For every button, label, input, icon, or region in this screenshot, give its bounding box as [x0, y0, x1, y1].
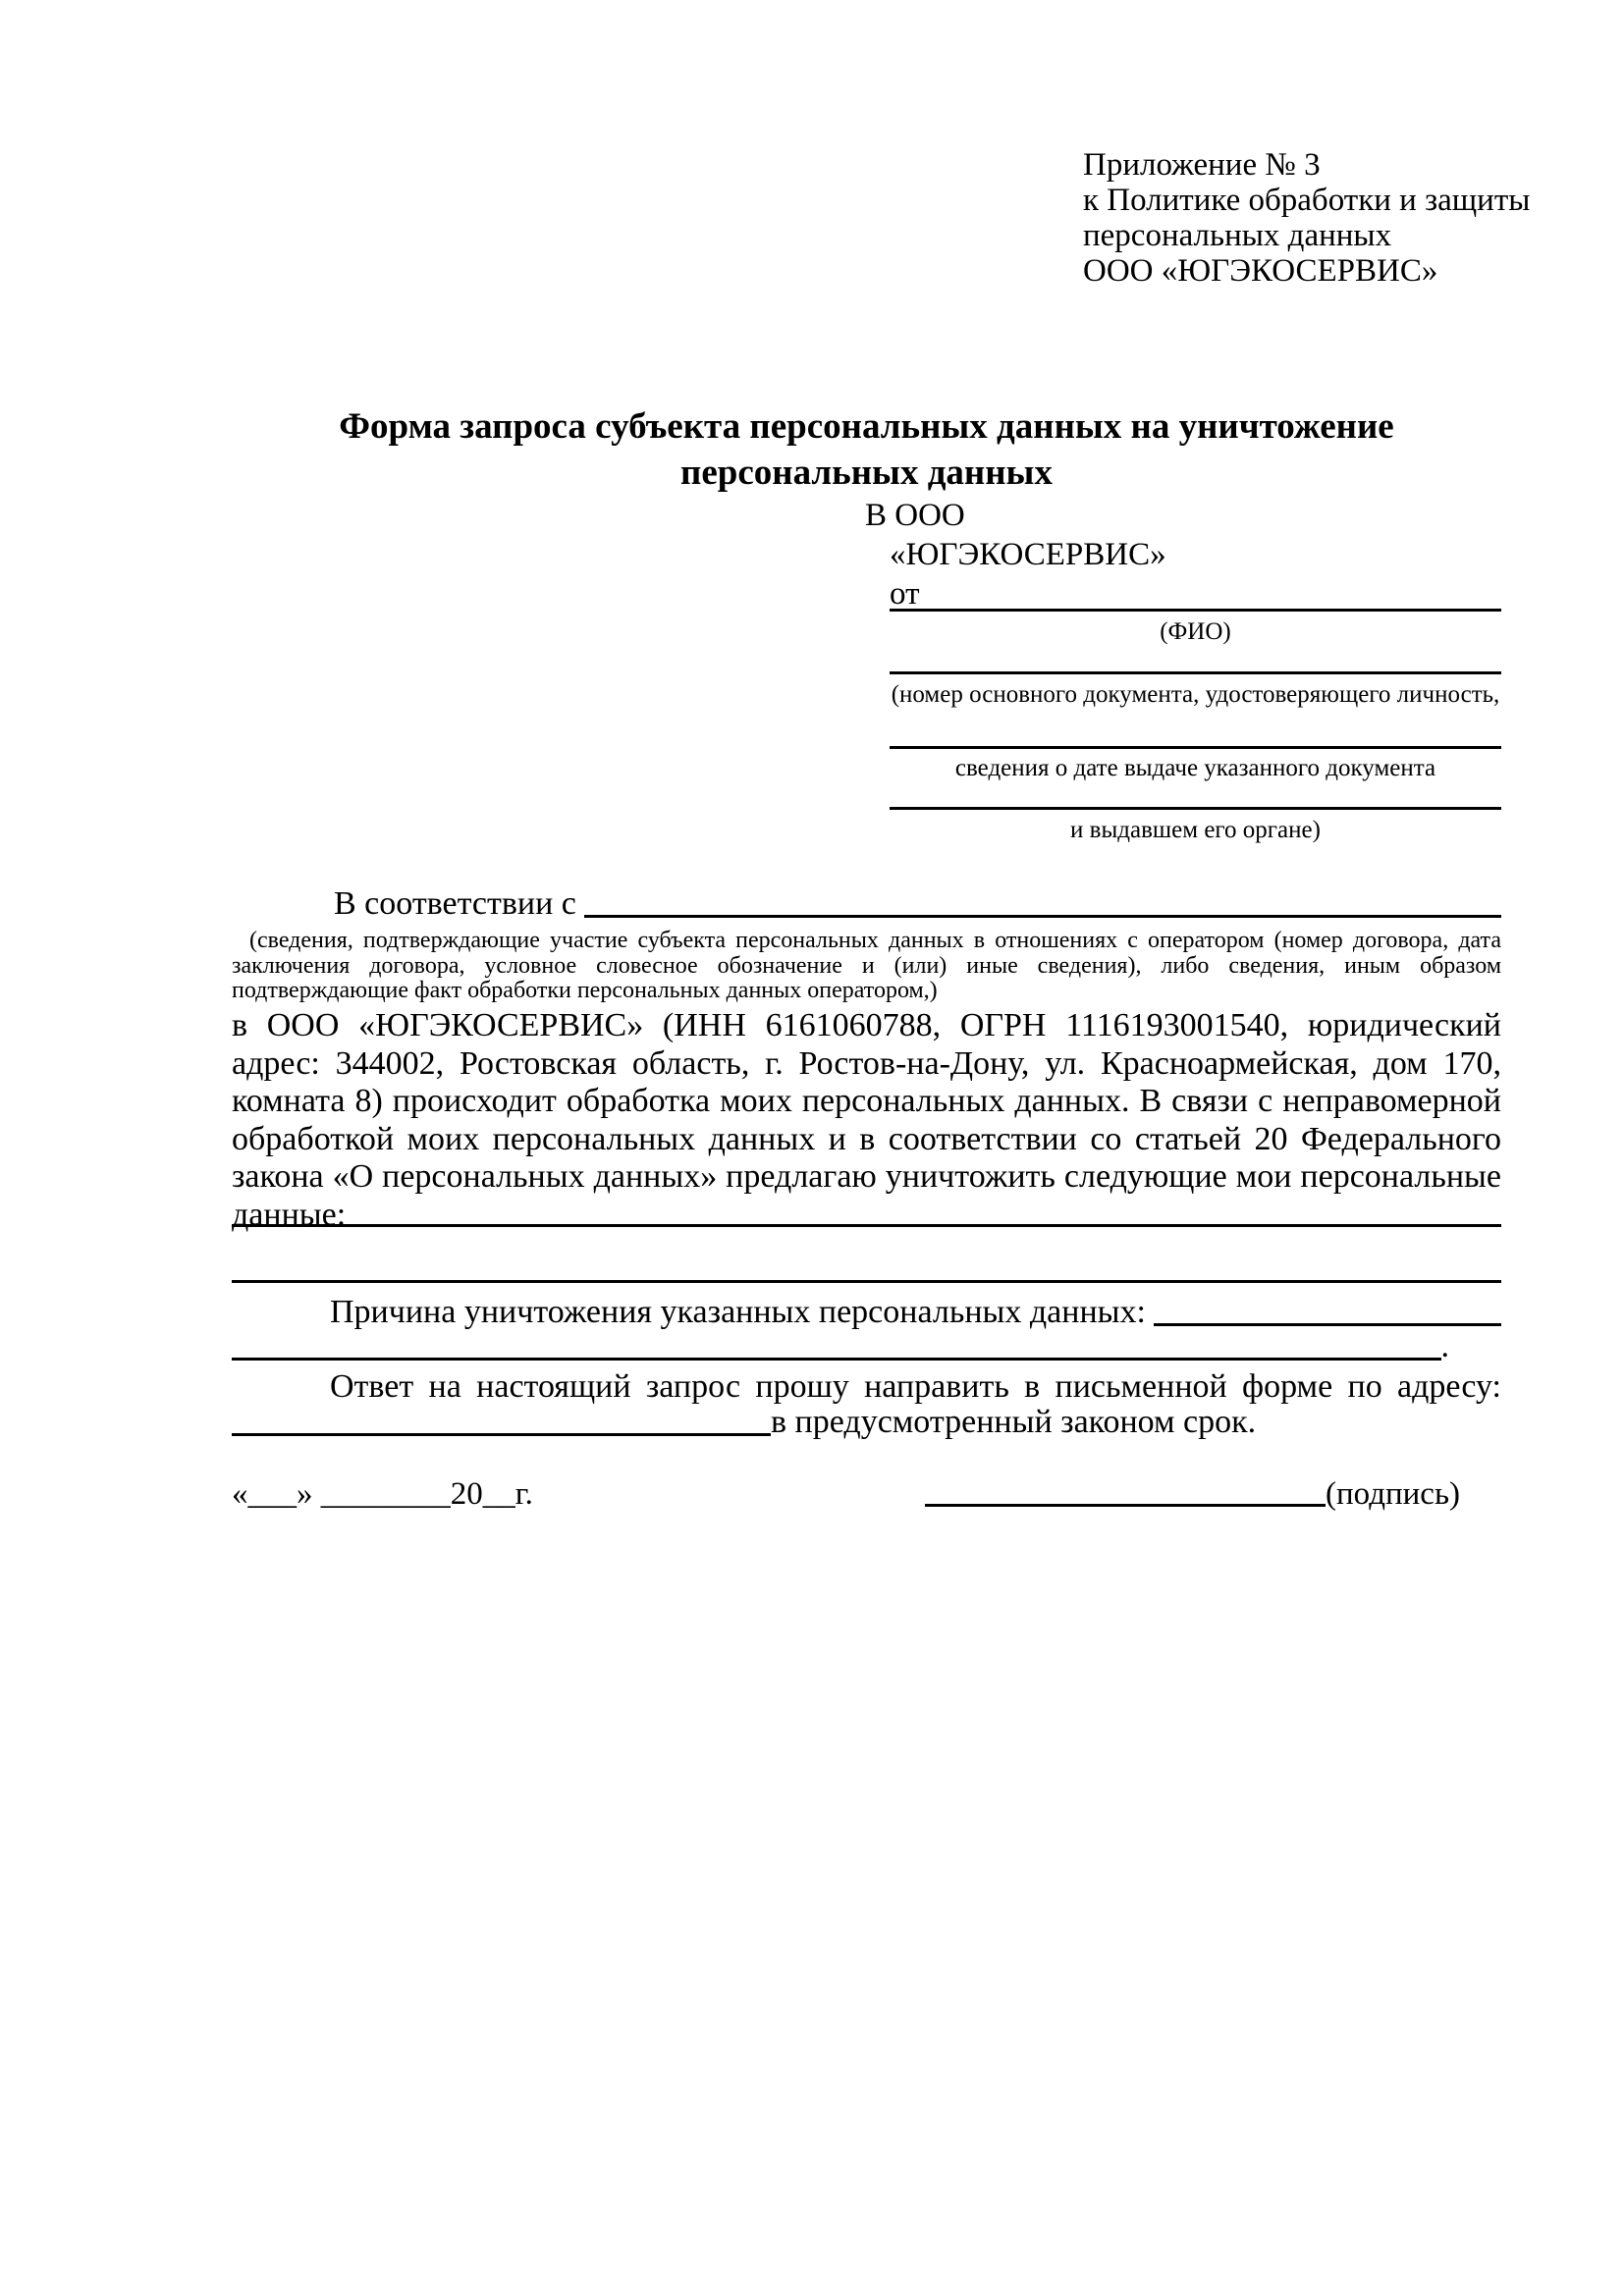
- annex-header-line: персональных данных: [1083, 218, 1392, 253]
- date-placeholder: «___» ________20__г.: [232, 1476, 533, 1512]
- main-paragraph: в ООО «ЮГЭКОСЕРВИС» (ИНН 6161060788, ОГРН 1116193001540, юридический адрес: 344002, Ростовская область, г. Ростов-на-Дону, ул. Красноармейская, дом 170, комната 8) происходит обработка моих персональных данных. В связи с неправомерной обработкой моих персональных данных и в соответствии со статьей 20 Федерального закона «О персональных данных» предлагаю уничтожить следующие мои персональные данные:: [232, 1007, 1501, 1233]
- data-blank-line-1: [232, 1224, 1501, 1227]
- document-number-field-label: (номер основного документа, удостоверяющего личность,: [891, 681, 1500, 708]
- accordance-row: [232, 884, 1501, 924]
- annex-header-line: к Политике обработки и защиты: [1083, 183, 1531, 218]
- accordance-blank-line: [584, 915, 1501, 918]
- issue-date-blank-line: [890, 746, 1501, 749]
- addressee-line-2: «ЮГЭКОСЕРВИС»: [890, 537, 1166, 572]
- annex-header: [1083, 147, 1530, 289]
- address-blank-line: [232, 1433, 771, 1436]
- issuing-authority-blank-line: [890, 807, 1501, 810]
- reason-blank-line: [1154, 1323, 1501, 1326]
- reply-request-line: Ответ на настоящий запрос прошу направить в письменной форме по адресу:: [330, 1368, 1501, 1405]
- reason-blank-line-2: [232, 1358, 1441, 1361]
- issuing-authority-field-label: и выдавшем его органе): [1070, 817, 1321, 843]
- reason-row: [232, 1293, 1501, 1332]
- signature-row: [925, 1475, 1502, 1513]
- addressee-line-1: В ООО: [865, 498, 965, 533]
- fio-field-label: (ФИО): [1160, 618, 1231, 645]
- accordance-lead-text: В соответствии с: [334, 885, 585, 922]
- annex-header-line: Приложение № 3: [1083, 147, 1321, 183]
- data-blank-line-2: [232, 1280, 1501, 1283]
- addressee-line-3: от: [890, 576, 920, 612]
- reply-address-row: [232, 1403, 1501, 1442]
- reason-lead-text: Причина уничтожения указанных персональных данных:: [330, 1294, 1155, 1330]
- reply-tail-text: в предусмотренный законом срок.: [771, 1404, 1257, 1440]
- accordance-note: (сведения, подтверждающие участие субъекта персональных данных в отношениях с оператором (номер договора, дата заключения договора, условное словесное обозначение и (или) иные сведения), либо сведения, иным образом подтверждающие факт обработки персональных данных оператором,): [232, 928, 1501, 1003]
- fio-blank-line: [890, 609, 1501, 612]
- trailing-period: .: [1440, 1328, 1449, 1364]
- document-title: Форма запроса субъекта персональных данных на уничтожение персональных данных: [339, 406, 1394, 493]
- signature-label: (подпись): [1326, 1476, 1460, 1512]
- document-number-blank-line: [890, 671, 1501, 674]
- issue-date-field-label: сведения о дате выдаче указанного документа: [954, 755, 1436, 781]
- annex-header-line: ООО «ЮГЭКОСЕРВИС»: [1083, 253, 1438, 289]
- reason-continuation-row: [232, 1327, 1449, 1366]
- signature-blank-line: [925, 1504, 1326, 1507]
